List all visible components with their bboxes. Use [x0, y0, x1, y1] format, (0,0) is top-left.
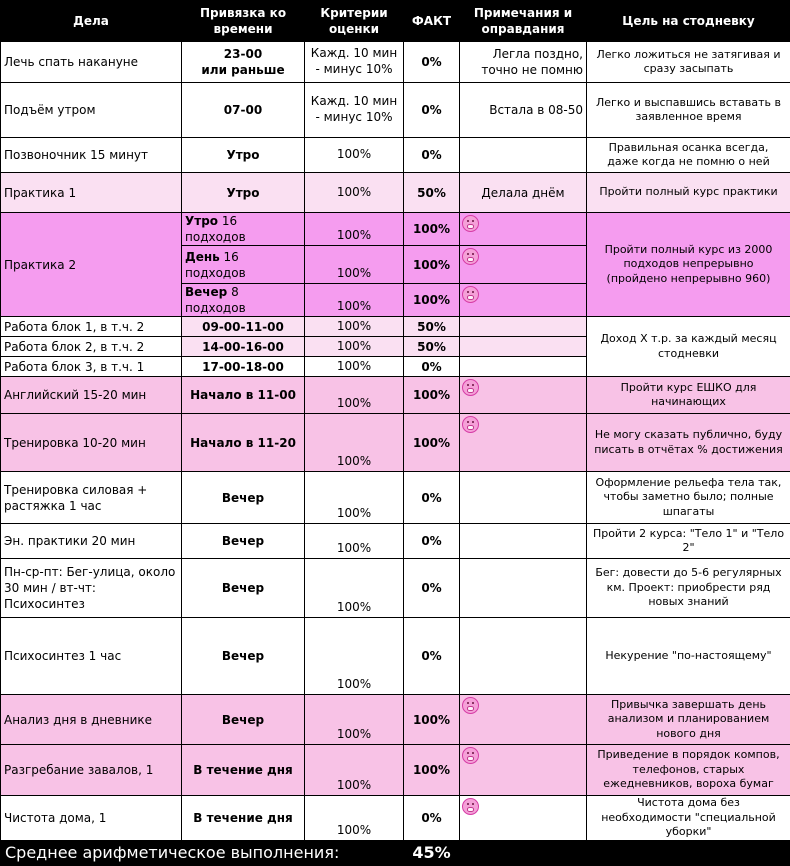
criteria-cell: 100% — [305, 213, 404, 246]
time-rest: 16 подходов — [185, 214, 246, 244]
fact-cell: 100% — [404, 284, 460, 317]
fact-cell: 50% — [404, 337, 460, 357]
goal-cell: Пройти курс ЕШКО для начинающих — [587, 377, 790, 414]
task-cell: Работа блок 3, в т.ч. 1 — [1, 357, 182, 377]
note-cell — [460, 317, 587, 337]
note-cell — [460, 414, 587, 472]
pig-icon — [462, 286, 479, 303]
fact-cell: 0% — [404, 796, 460, 841]
goal-cell: Легко ложиться не затягивая и сразу засыпать — [587, 42, 790, 83]
task-cell: Разгребание завалов, 1 — [1, 745, 182, 796]
time-rest: 8 подходов — [185, 285, 246, 315]
time-cell — [182, 42, 305, 83]
fact-cell: 100% — [404, 213, 460, 246]
goal-cell: Пройти полный курс из 2000 подходов непрерывно (пройдено непрерывно 960) — [587, 213, 790, 317]
goal-cell: Привычка завершать день анализом и планированием нового дня — [587, 695, 790, 745]
goal-cell: Чистота дома без необходимости "специальной уборки" — [587, 796, 790, 841]
note-cell: Встала в 08-50 — [460, 83, 587, 138]
header-time: Привязка ко времени — [182, 1, 305, 42]
table-row — [1, 317, 790, 337]
time-rest: 16 подходов — [185, 250, 246, 280]
time-cell: В течение дня — [182, 796, 305, 841]
table-row — [1, 213, 790, 246]
header-notes: Примечания и оправдания — [460, 1, 587, 42]
criteria-cell: Кажд. 10 мин - минус 10% — [305, 42, 404, 83]
fact-cell: 0% — [404, 524, 460, 559]
time-cell — [182, 246, 305, 284]
fact-cell: 50% — [404, 317, 460, 337]
note-cell — [460, 796, 587, 841]
task-cell: Позвоночник 15 минут — [1, 138, 182, 173]
table-row — [1, 83, 790, 138]
time-cell: 09-00-11-00 — [182, 317, 305, 337]
note-cell — [460, 745, 587, 796]
time-cell: В течение дня — [182, 745, 305, 796]
task-cell: Работа блок 2, в т.ч. 2 — [1, 337, 182, 357]
time-bold: День — [185, 250, 220, 264]
header-fact: ФАКТ — [404, 1, 460, 42]
criteria-cell: 100% — [305, 796, 404, 841]
note-cell: Делала днём — [460, 173, 587, 213]
note-cell — [460, 284, 587, 317]
note-cell — [460, 357, 587, 377]
table-row — [1, 559, 790, 618]
goal-cell: Правильная осанка всегда, даже когда не помню о ней — [587, 138, 790, 173]
criteria-cell: 100% — [305, 745, 404, 796]
task-cell: Подъём утром — [1, 83, 182, 138]
criteria-cell: 100% — [305, 377, 404, 414]
criteria-cell: 100% — [305, 524, 404, 559]
average-label: Среднее арифметическое выполнения: — [1, 840, 404, 865]
task-cell: Тренировка 10-20 мин — [1, 414, 182, 472]
table-row — [1, 414, 790, 472]
time-cell — [182, 284, 305, 317]
task-cell: Чистота дома, 1 — [1, 796, 182, 841]
time-cell: Начало в 11-20 — [182, 414, 305, 472]
criteria-cell: Кажд. 10 мин - минус 10% — [305, 83, 404, 138]
task-cell: Работа блок 1, в т.ч. 2 — [1, 317, 182, 337]
goal-cell: Приведение в порядок компов, телефонов, старых ежедневников, вороха бумаг — [587, 745, 790, 796]
fact-cell: 100% — [404, 246, 460, 284]
note-cell — [460, 559, 587, 618]
goal-cell: Некурение "по-настоящему" — [587, 618, 790, 695]
goal-cell: Оформление рельефа тела так, чтобы заметно было; полные шпагаты — [587, 472, 790, 524]
fact-cell: 100% — [404, 745, 460, 796]
average-value: 45% — [404, 840, 460, 865]
time-cell: 14-00-16-00 — [182, 337, 305, 357]
criteria-cell: 100% — [305, 357, 404, 377]
goal-cell: Пройти полный курс практики — [587, 173, 790, 213]
time-cell: Вечер — [182, 524, 305, 559]
fact-cell: 0% — [404, 357, 460, 377]
time-cell: Утро — [182, 138, 305, 173]
footer-row — [1, 840, 790, 865]
time-cell: Начало в 11-00 — [182, 377, 305, 414]
fact-cell: 100% — [404, 695, 460, 745]
time-cell: 07-00 — [182, 83, 305, 138]
goal-cell: Доход Х т.р. за каждый месяц стодневки — [587, 317, 790, 377]
time-cell: Вечер — [182, 472, 305, 524]
note-cell — [460, 377, 587, 414]
note-cell — [460, 695, 587, 745]
pig-icon — [462, 215, 479, 232]
time-cell — [182, 213, 305, 246]
task-cell: Английский 15-20 мин — [1, 377, 182, 414]
task-cell: Практика 1 — [1, 173, 182, 213]
table-row — [1, 472, 790, 524]
criteria-cell: 100% — [305, 695, 404, 745]
table-row — [1, 745, 790, 796]
criteria-cell: 100% — [305, 472, 404, 524]
footer-empty — [460, 840, 790, 865]
task-cell: Эн. практики 20 мин — [1, 524, 182, 559]
criteria-cell: 100% — [305, 618, 404, 695]
fact-cell: 0% — [404, 472, 460, 524]
table-row — [1, 42, 790, 83]
time-cell: Утро — [182, 173, 305, 213]
table-row — [1, 618, 790, 695]
pig-icon — [462, 379, 479, 396]
note-cell — [460, 337, 587, 357]
header-goal: Цель на стодневку — [587, 1, 790, 42]
criteria-cell: 100% — [305, 317, 404, 337]
time-bold: Утро — [185, 214, 218, 228]
header-task: Дела — [1, 1, 182, 42]
fact-cell: 100% — [404, 377, 460, 414]
time-line: 23-00 — [224, 47, 262, 61]
time-line: или раньше — [201, 63, 284, 77]
header-row — [1, 1, 790, 42]
fact-cell: 50% — [404, 173, 460, 213]
time-cell: Вечер — [182, 559, 305, 618]
task-cell: Пн-ср-пт: Бег-улица, около 30 мин / вт-чт: Психосинтез — [1, 559, 182, 618]
pig-icon — [462, 747, 479, 764]
note-cell — [460, 213, 587, 246]
criteria-cell: 100% — [305, 173, 404, 213]
time-cell: Вечер — [182, 618, 305, 695]
time-bold: Вечер — [185, 285, 227, 299]
pig-icon — [462, 697, 479, 714]
table-row — [1, 524, 790, 559]
header-criteria: Критерии оценки — [305, 1, 404, 42]
time-cell: Вечер — [182, 695, 305, 745]
pig-icon — [462, 248, 479, 265]
criteria-cell: 100% — [305, 246, 404, 284]
fact-cell: 0% — [404, 42, 460, 83]
fact-cell: 0% — [404, 559, 460, 618]
criteria-cell: 100% — [305, 559, 404, 618]
note-cell — [460, 472, 587, 524]
criteria-cell: 100% — [305, 337, 404, 357]
note-cell: Легла поздно, точно не помню — [460, 42, 587, 83]
goal-cell: Легко и выспавшись вставать в заявленное время — [587, 83, 790, 138]
note-cell — [460, 618, 587, 695]
table-row — [1, 173, 790, 213]
table-row — [1, 695, 790, 745]
table-row — [1, 377, 790, 414]
pig-icon — [462, 798, 479, 815]
criteria-cell: 100% — [305, 414, 404, 472]
fact-cell: 100% — [404, 414, 460, 472]
time-cell: 17-00-18-00 — [182, 357, 305, 377]
note-cell — [460, 246, 587, 284]
task-cell: Тренировка силовая + растяжка 1 час — [1, 472, 182, 524]
criteria-cell: 100% — [305, 138, 404, 173]
criteria-cell: 100% — [305, 284, 404, 317]
fact-cell: 0% — [404, 618, 460, 695]
goal-cell: Пройти 2 курса: "Тело 1" и "Тело 2" — [587, 524, 790, 559]
goal-cell: Не могу сказать публично, буду писать в отчётах % достижения — [587, 414, 790, 472]
task-cell: Лечь спать накануне — [1, 42, 182, 83]
task-cell: Практика 2 — [1, 213, 182, 317]
task-cell: Психосинтез 1 час — [1, 618, 182, 695]
table-row — [1, 138, 790, 173]
task-cell: Анализ дня в дневнике — [1, 695, 182, 745]
pig-icon — [462, 416, 479, 433]
goal-cell: Бег: довести до 5-6 регулярных км. Проект: приобрести ряд новых знаний — [587, 559, 790, 618]
fact-cell: 0% — [404, 138, 460, 173]
fact-cell: 0% — [404, 83, 460, 138]
note-cell — [460, 524, 587, 559]
table-row — [1, 796, 790, 841]
note-cell — [460, 138, 587, 173]
